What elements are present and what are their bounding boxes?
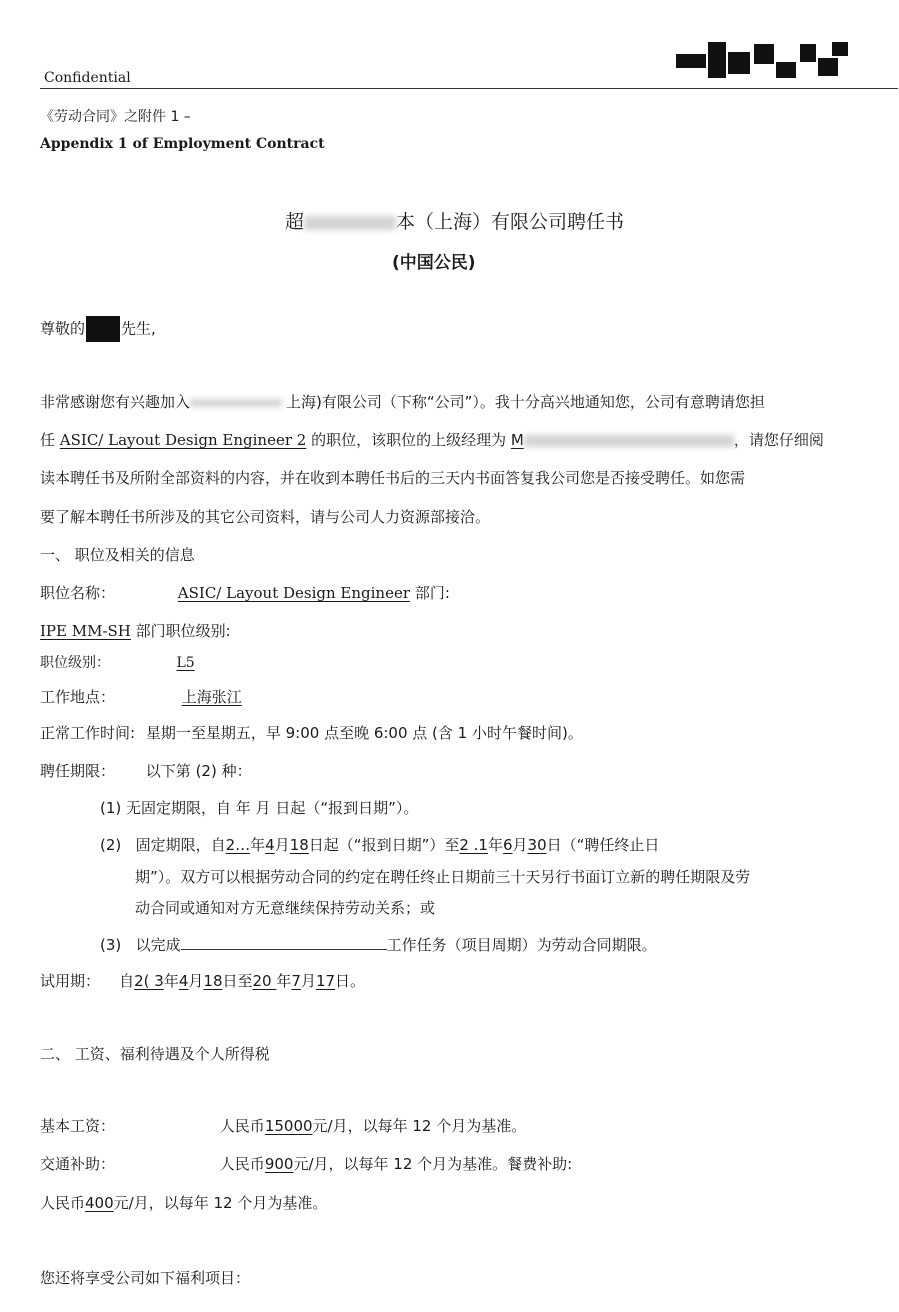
job-title-label: 职位名称：: [40, 584, 116, 602]
meal-value: 400: [85, 1194, 114, 1212]
term2-b: 年: [250, 836, 266, 854]
salary-label: 基本工资：: [40, 1117, 116, 1135]
dept-row: [40, 620, 231, 641]
probation-d: 日至: [222, 972, 253, 990]
term2-start-month: 4: [265, 836, 275, 854]
dept-level-label: 部门职位级别:: [135, 622, 231, 640]
term3-b: 工作任务（项目周期）为劳动合同期限。: [386, 936, 657, 954]
intro-line2-a: 任: [40, 431, 60, 449]
salary-value: 15000: [264, 1117, 313, 1135]
transport-label: 交通补助：: [40, 1155, 116, 1173]
probation-f: 月: [300, 972, 316, 990]
probation-c: 月: [188, 972, 204, 990]
greeting-prefix: 尊敬的: [40, 319, 86, 338]
term3-blank: [181, 937, 387, 950]
redacted-company: [190, 399, 282, 407]
probation-end-month: 7: [291, 972, 301, 990]
greeting: [40, 316, 156, 342]
redacted-logo: [676, 40, 851, 82]
greeting-suffix: 先生,: [121, 319, 156, 338]
transport-value: 900: [264, 1155, 294, 1173]
transport-b: 元/月，以每年 12 个月为基准。餐费补助:: [293, 1155, 573, 1173]
level-label: 职位级别：: [40, 655, 110, 671]
intro-line1-b: 上海)有限公司（下称“公司”）。我十分高兴地通知您，公司有意聘请您担: [286, 393, 765, 411]
probation-start-day: 18: [203, 972, 223, 990]
meal-a: 人民币: [40, 1194, 86, 1212]
intro-line-1: [40, 391, 765, 412]
term-option-2: [100, 834, 659, 855]
confidential-label: Confidential: [44, 70, 131, 86]
document-title: [285, 207, 624, 234]
document-subtitle: (中国公民): [392, 253, 476, 273]
term2-start-day: 18: [289, 836, 309, 854]
probation-end-year: 20: [252, 972, 277, 990]
meal-row: [40, 1192, 327, 1213]
term2-end-day: 30: [527, 836, 547, 854]
probation-a: 自: [119, 972, 135, 990]
intro-line-2: [40, 429, 824, 450]
term-option-2-line-3: 动合同或通知对方无意继续保持劳动关系；或: [135, 899, 436, 917]
term2-c: 月: [274, 836, 290, 854]
job-title-value: ASIC/ Layout Design Engineer: [177, 584, 411, 602]
location-value: 上海张江: [181, 688, 242, 706]
dept-value: IPE MM-SH: [40, 622, 131, 640]
job-title-row: [40, 582, 450, 603]
transport-row: [40, 1153, 572, 1174]
term2-a: 固定期限，自: [135, 836, 226, 854]
location-label: 工作地点：: [40, 688, 116, 706]
manager-initial: M: [510, 431, 524, 449]
term2-start-year: 2…: [225, 836, 251, 854]
section1-heading: 一、 职位及相关的信息: [40, 546, 195, 564]
probation-end-day: 17: [315, 972, 336, 990]
salary-b: 元/月，以每年 12 个月为基准。: [312, 1117, 527, 1135]
term2-end-month: 6: [502, 836, 513, 854]
hours-label: 正常工作时间:: [40, 724, 136, 742]
term-option-3: [100, 934, 657, 955]
probation-label: 试用期：: [40, 972, 101, 990]
position-name: ASIC/ Layout Design Engineer 2: [59, 431, 307, 449]
meal-b: 元/月，以每年 12 个月为基准。: [113, 1194, 328, 1212]
probation-b: 年: [163, 972, 179, 990]
probation-e: 年: [276, 972, 292, 990]
title-prefix: 超: [285, 211, 305, 233]
hours-row: [40, 722, 583, 743]
term2-num: (2): [100, 836, 122, 854]
intro-line-3: 读本聘任书及所附全部资料的内容，并在收到本聘任书后的三天内书面答复我公司您是否接受聘任。如您需: [40, 469, 746, 487]
attachment-title-cn: 《劳动合同》之附件 1 –: [40, 109, 191, 125]
header-rule: [40, 88, 898, 89]
term-label: 聘任期限：: [40, 762, 116, 780]
benefits-intro: 您还将享受公司如下福利项目：: [40, 1269, 251, 1287]
term2-d: 日起（“报到日期”）至: [308, 836, 460, 854]
term2-g: 日（“聘任终止日: [546, 836, 660, 854]
salary-row: [40, 1115, 526, 1136]
term2-end-year: 2 .1: [459, 836, 488, 854]
location-row: [40, 686, 242, 707]
intro-line-4: 要了解本聘任书所涉及的其它公司资料，请与公司人力资源部接洽。: [40, 508, 491, 526]
term-option-2-line-2: 期”）。双方可以根据劳动合同的约定在聘任终止日期前三十天另行书面订立新的聘任期限及劳: [135, 868, 751, 886]
redacted-company-name: [304, 216, 396, 230]
intro-line2-b: 的职位，该职位的上级经理为: [306, 431, 511, 449]
probation-start-month: 4: [178, 972, 189, 990]
redacted-manager: [524, 435, 734, 447]
intro-line1-a: 非常感谢您有兴趣加入: [40, 393, 191, 411]
term2-e: 年: [487, 836, 503, 854]
term3-a: 以完成: [135, 936, 181, 954]
section2-heading: 二、 工资、福利待遇及个人所得税: [40, 1045, 270, 1063]
intro-line2-c: ，请您仔细阅: [733, 431, 824, 449]
probation-row: [40, 970, 365, 991]
term-value: 以下第 (2) 种：: [145, 762, 252, 780]
transport-a: 人民币: [219, 1155, 265, 1173]
redacted-name: [86, 316, 120, 342]
term-option-1: (1) 无固定期限，自 年 月 日起（“报到日期”）。: [100, 799, 419, 817]
dept-label: 部门:: [414, 584, 450, 602]
attachment-title-en: Appendix 1 of Employment Contract: [40, 136, 325, 152]
probation-start-year: 2( 3: [134, 972, 164, 990]
level-row: [40, 652, 195, 672]
term-row: [40, 760, 252, 781]
title-suffix: 本（上海）有限公司聘任书: [396, 211, 625, 233]
term3-num: (3): [100, 936, 122, 954]
probation-g: 日。: [335, 972, 366, 990]
hours-value: 星期一至星期五，早 9:00 点至晚 6:00 点 (含 1 小时午餐时间)。: [145, 724, 583, 742]
salary-a: 人民币: [219, 1117, 265, 1135]
term2-f: 月: [512, 836, 528, 854]
level-value: L5: [176, 655, 195, 671]
